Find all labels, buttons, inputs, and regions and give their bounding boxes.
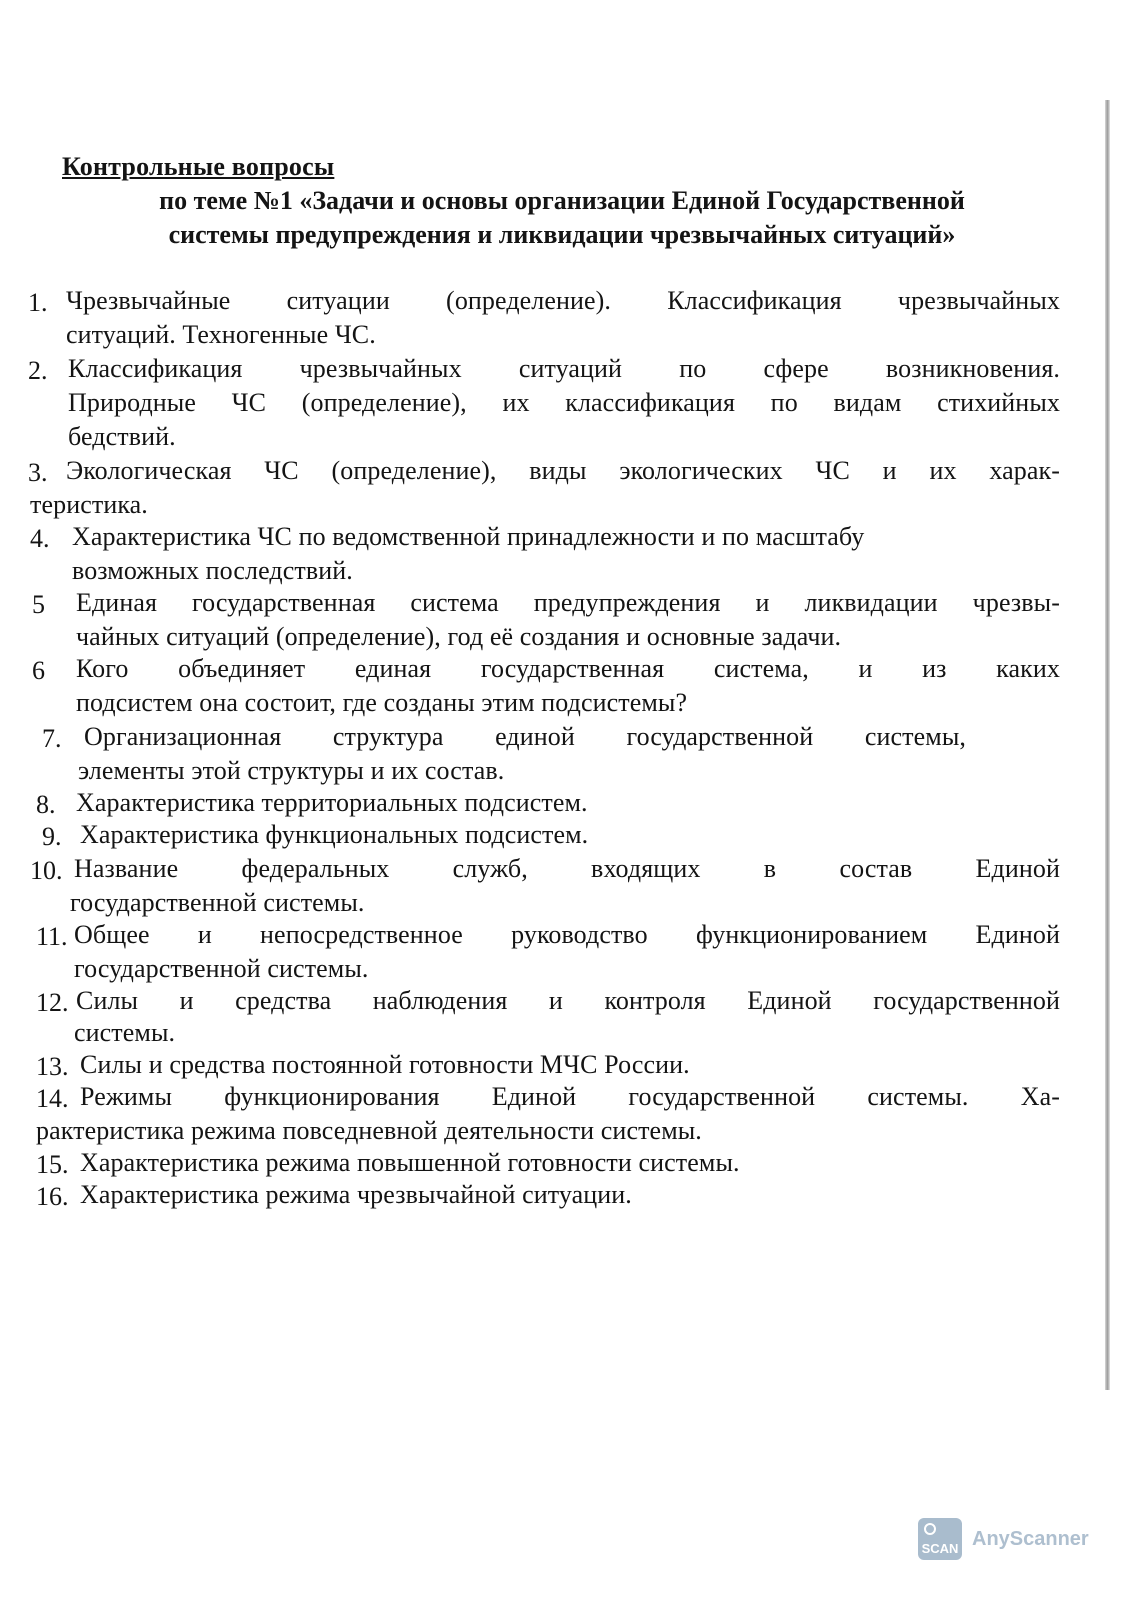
question-line: рактеристика режима повседневной деятельности системы. [36,1116,702,1145]
question-line: Организационная структура единой государственной системы, [84,722,966,751]
scan-badge-text: SCAN [921,1541,959,1556]
question-line: Силы и средства постоянной готовности МЧС России. [80,1050,690,1079]
question-number: 8. [36,790,56,819]
question-number: 7. [42,724,62,753]
question-line: Режимы функционирования Единой государственной системы. Ха- [80,1082,1060,1111]
question-line: ситуаций. Техногенные ЧС. [66,320,376,349]
question-line: Силы и средства наблюдения и контроля Единой государственной [76,986,1060,1015]
question-number: 11. [36,922,68,951]
question-line: возможных последствий. [72,556,353,585]
question-line: Характеристика функциональных подсистем. [80,820,589,849]
question-number: 5 [32,590,45,619]
question-line: чайных ситуаций (определение), год её создания и основные задачи. [76,622,842,651]
scanner-brand-name: AnyScanner [972,1527,1089,1550]
question-number: 16. [36,1182,69,1211]
question-line: Природные ЧС (определение), их классификация по видам стихийных [68,388,1060,417]
question-line: Характеристика режима чрезвычайной ситуации. [80,1180,632,1209]
question-line: государственной системы. [70,888,365,917]
question-number: 1. [28,288,48,317]
question-number: 2. [28,356,48,385]
document-heading: Контрольные вопросы [62,152,335,181]
question-line: государственной системы. [74,954,369,983]
question-line: Чрезвычайные ситуации (определение). Классификация чрезвычайных [66,286,1060,315]
question-line: Единая государственная система предупреждения и ликвидации чрезвы- [76,588,1060,617]
question-line: теристика. [30,490,148,519]
question-line: элементы этой структуры и их состав. [78,756,505,785]
question-line: бедствий. [68,422,176,451]
question-line: Характеристика ЧС по ведомственной принадлежности и по масштабу [72,522,865,551]
subtitle-line-2: системы предупреждения и ликвидации чрезвычайных ситуаций» [168,220,956,249]
question-number: 12. [36,988,69,1017]
question-number: 9. [42,822,62,851]
question-number: 4. [30,524,50,553]
question-number: 6 [32,656,45,685]
question-number: 13. [36,1052,69,1081]
question-line: Название федеральных служб, входящих в состав Единой [74,854,1060,883]
question-number: 3. [28,458,48,487]
question-line: Экологическая ЧС (определение), виды экологических ЧС и их харак- [66,456,1060,485]
question-line: Характеристика режима повышенной готовности системы. [80,1148,740,1177]
question-line: подсистем она состоит, где созданы этим подсистемы? [76,688,688,717]
question-line: Классификация чрезвычайных ситуаций по сфере возникновения. [68,354,1060,383]
question-number: 14. [36,1084,69,1113]
scan-logo-dot [924,1523,936,1535]
subtitle-line-1: по теме №1 «Задачи и основы организации Единой Государственной [159,186,965,215]
question-line: системы. [74,1018,176,1047]
question-line: Характеристика территориальных подсистем. [76,788,588,817]
question-number: 15. [36,1150,69,1179]
scan-logo-icon [918,1518,962,1560]
question-line: Общее и непосредственное руководство функционированием Единой [74,920,1060,949]
question-line: Кого объединяет единая государственная система, и из каких [76,654,1060,683]
question-number: 10. [30,856,63,885]
anyscanner-watermark [918,1518,1089,1560]
